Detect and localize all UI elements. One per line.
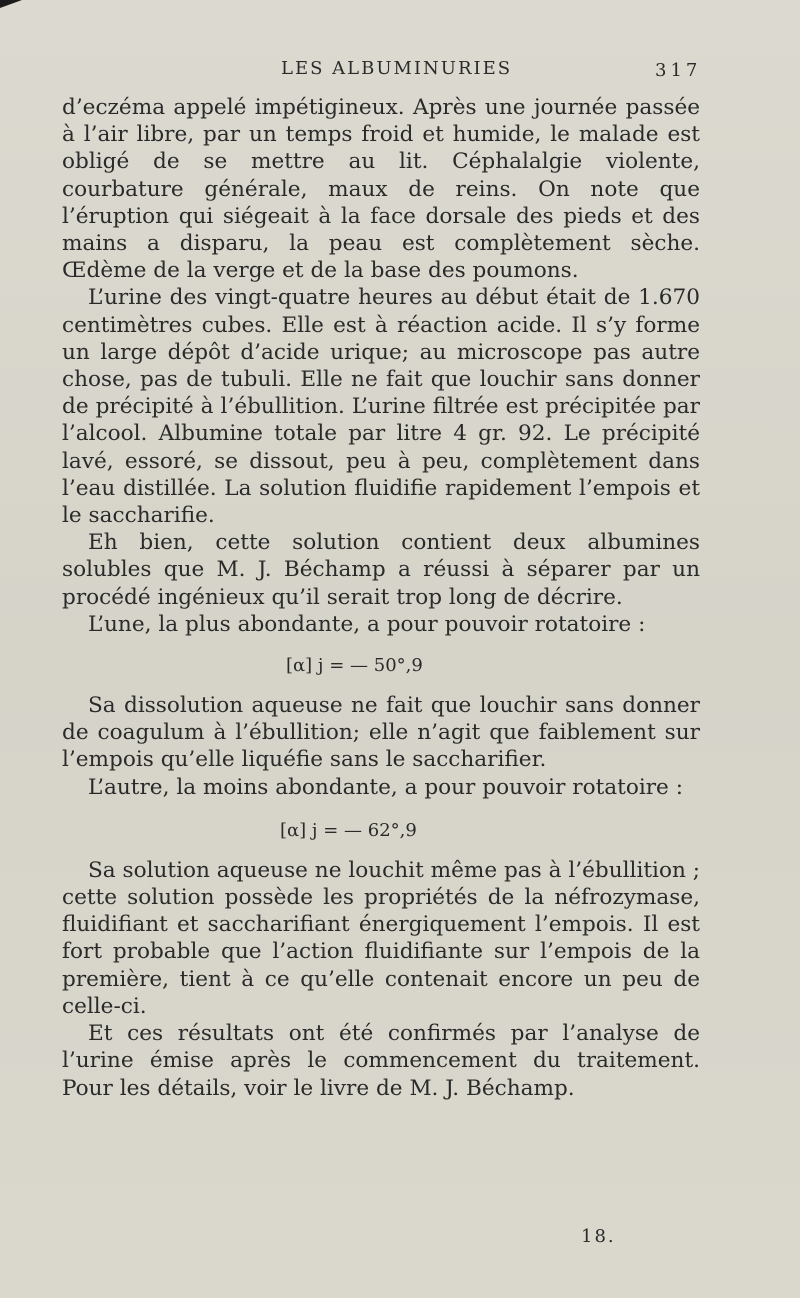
paragraph: L’autre, la moins abondante, a pour pouvoir rotatoire : <box>88 774 683 800</box>
formula-rotatory-power-2: [α] j = — 62°,9 <box>280 819 417 841</box>
page-header <box>0 56 800 86</box>
paragraph: L’urine des vingt-quatre heures au début était de 1.670 centimètres cubes. Elle est à réaction acide. Il s’y forme un large dépôt d’acide urique; au microscope pas autre chose, pas de tubuli. Elle ne fait que louchir sans donner de précipité à l’ébullition. L’urine filtrée est précipitée par l’alcool. Albumine totale par litre 4 gr. 92. Le précipité lavé, essoré, se dissout, peu à peu, complètement dans l’eau distillée. La solution fluidifie rapidement l’empois et le saccharifie. <box>62 285 700 529</box>
paragraph: Et ces résultats ont été confirmés par l’analyse de l’urine émise après le commencement du traitement. Pour les détails, voir le livre de M. J. Béchamp. <box>62 1021 700 1101</box>
paragraph: Eh bien, cette solution contient deux albumines solubles que M. J. Béchamp a réussi à séparer par un procédé ingénieux qu’il serait trop long de décrire. <box>62 530 700 610</box>
paragraph: Sa dissolution aqueuse ne fait que louchir sans donner de coagulum à l’ébullition; elle n’agit que faiblement sur l’empois qu’elle liquéfie sans le saccharifier. <box>62 693 700 773</box>
body-text <box>62 94 700 1102</box>
running-title: LES ALBUMINURIES <box>281 58 513 79</box>
paragraph: L’une, la plus abondante, a pour pouvoir rotatoire : <box>88 611 646 637</box>
signature-mark: 18. <box>581 1226 616 1247</box>
paragraph: d’eczéma appelé impétigineux. Après une journée passée à l’air libre, par un temps froid et humide, le malade est obligé de se mettre au lit. Céphalalgie violente, courbature générale, maux de reins. On note que l’éruption qui siégeait à la face dorsale des pieds et des mains a disparu, la peau est complètement sèche. Œdème de la verge et de la base des poumons. <box>62 95 700 284</box>
page-number: 317 <box>655 60 702 81</box>
formula-rotatory-power-1: [α] j = — 50°,9 <box>286 655 423 677</box>
paragraph: Sa solution aqueuse ne louchit même pas à l’ébullition ; cette solution possède les propriétés de la néfrozymase, fluidifiant et saccharifiant énergiquement l’empois. Il est fort probable que l’action fluidifiante sur l’empois de la première, tient à ce qu’elle contenait encore un peu de celle-ci. <box>62 857 700 1019</box>
scan-corner-mark <box>0 0 22 8</box>
